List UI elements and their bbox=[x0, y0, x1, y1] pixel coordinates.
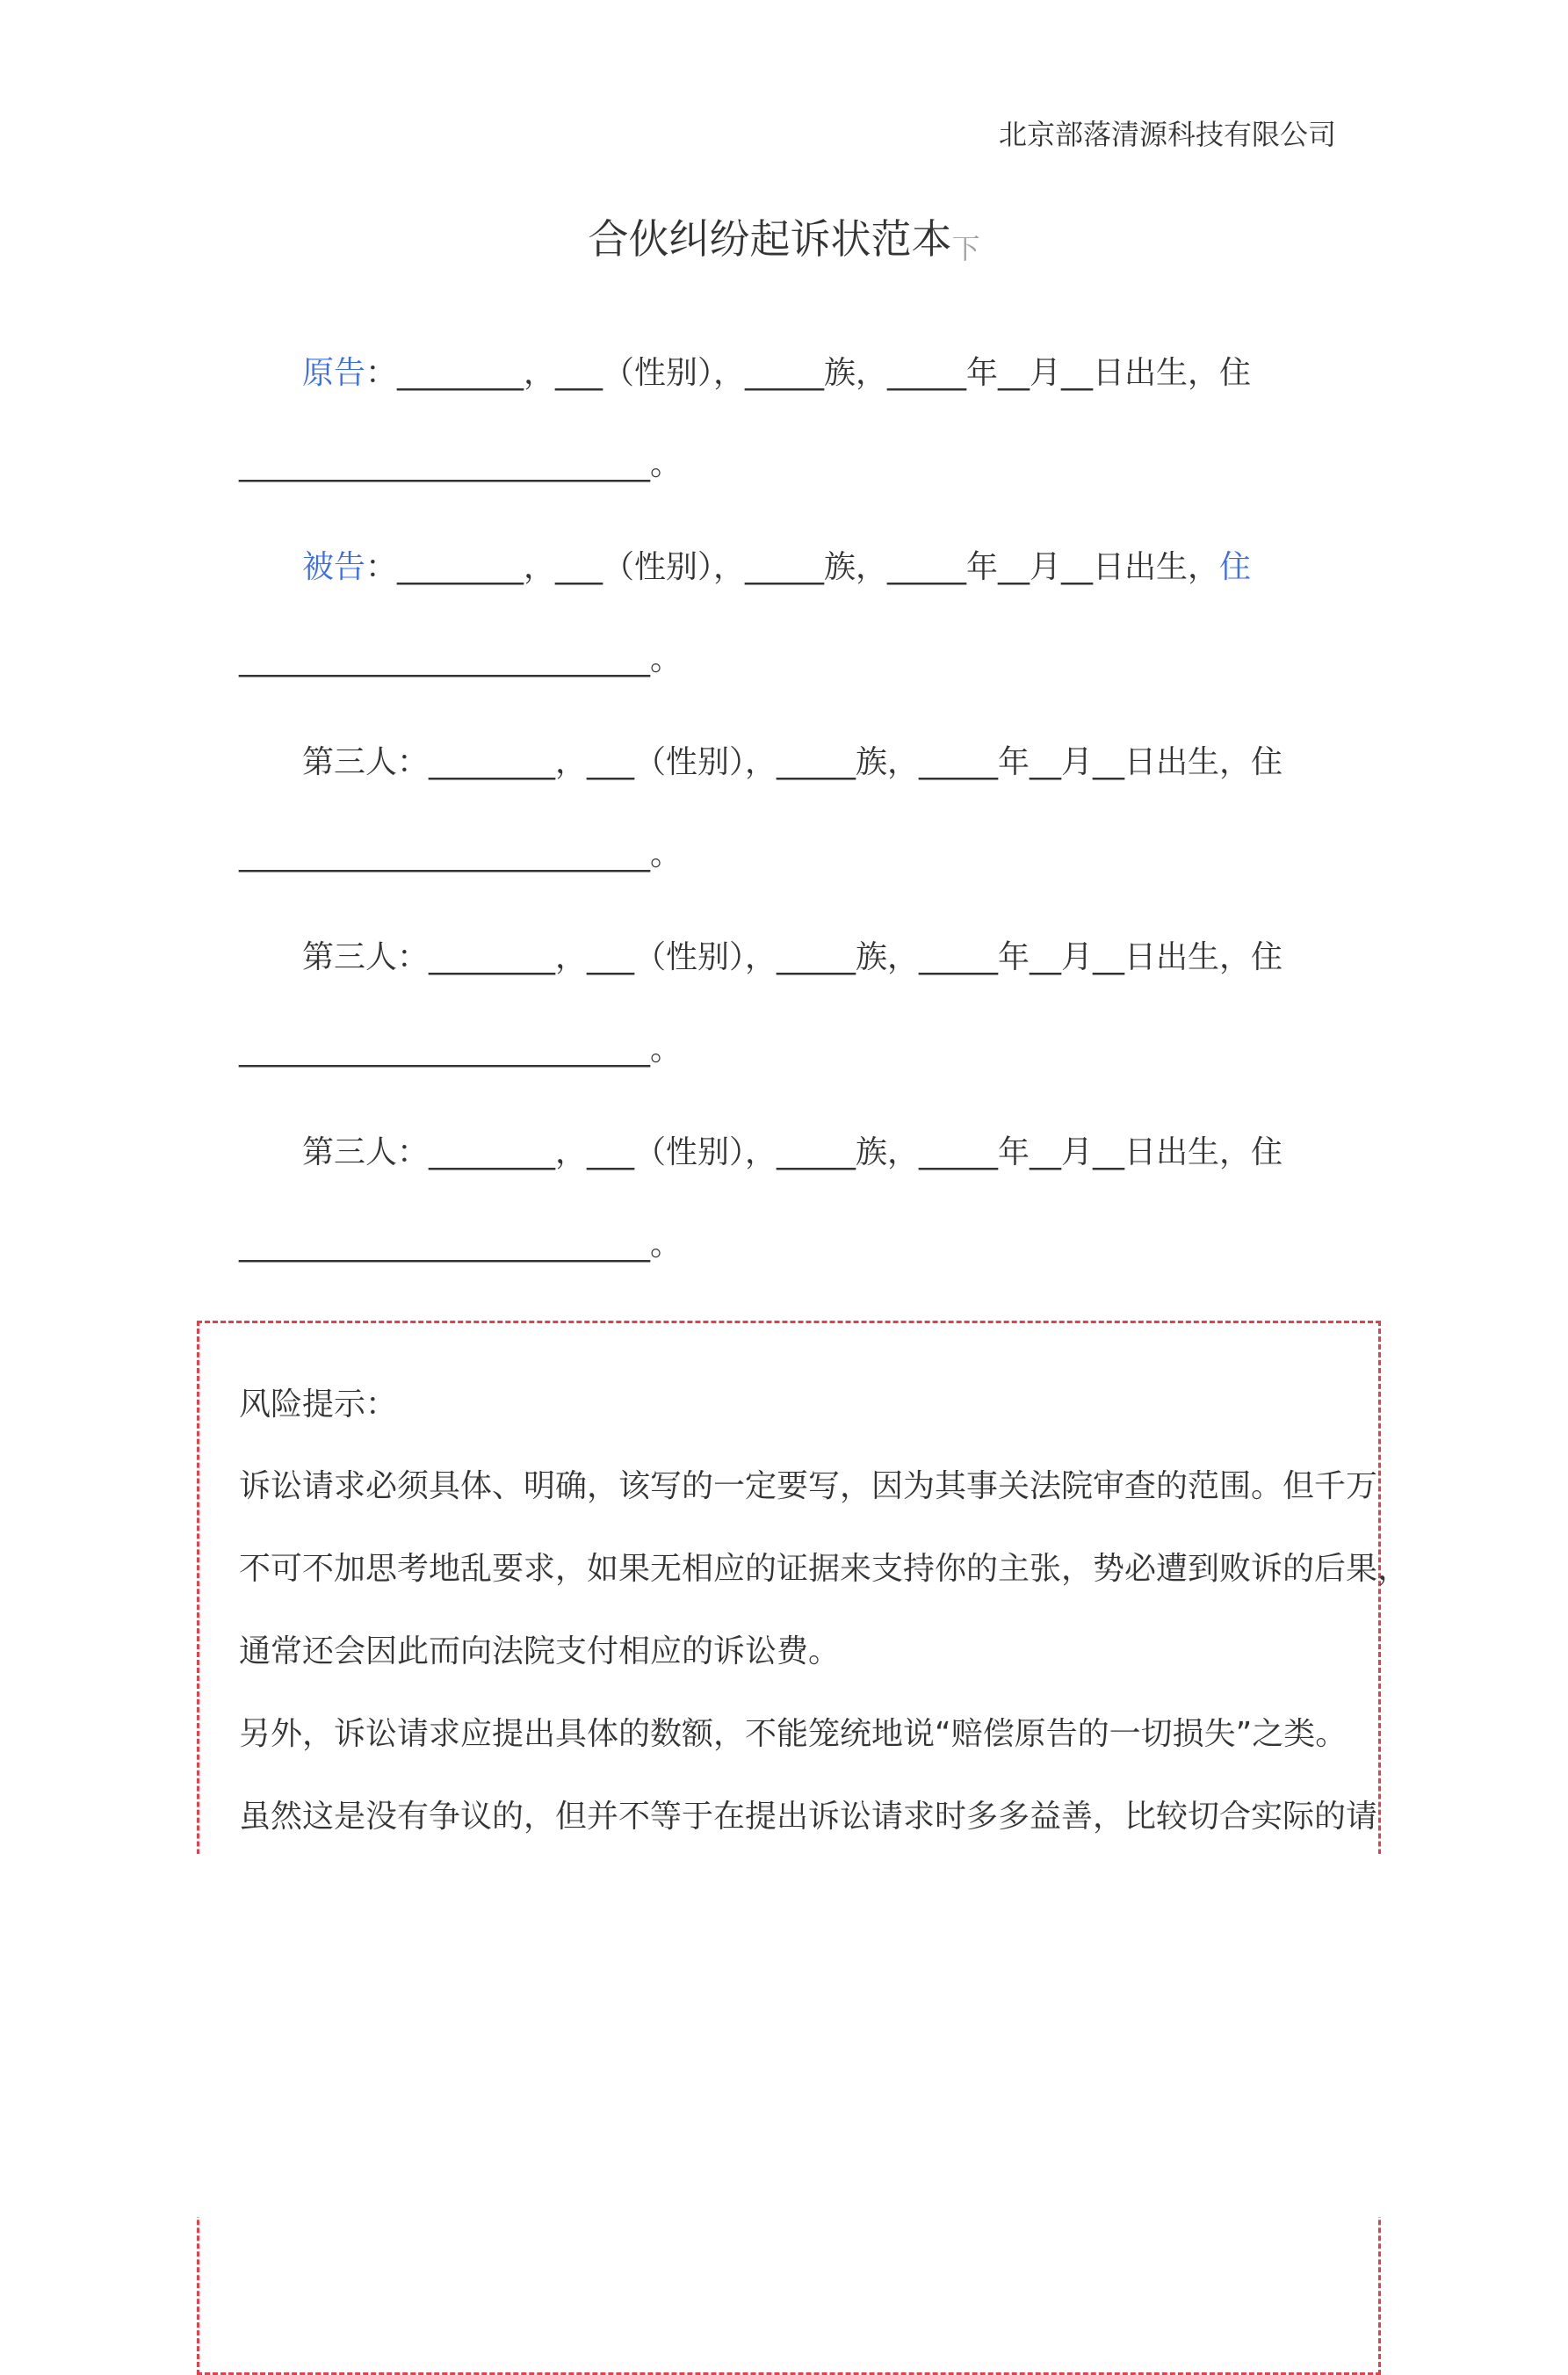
party-address-blank: __________________________。 bbox=[239, 1227, 682, 1263]
party-address-word: 住 bbox=[1219, 355, 1252, 391]
party-address-blank: __________________________。 bbox=[239, 1032, 682, 1068]
title-suffix: 下 bbox=[951, 232, 980, 265]
party-address-word: 住 bbox=[1219, 549, 1252, 585]
party-address-blank: __________________________。 bbox=[239, 836, 682, 873]
page-cutoff bbox=[0, 1854, 1568, 2217]
party-role: 原告 bbox=[302, 355, 366, 391]
party-role: 第三人 bbox=[302, 744, 398, 780]
party-address-word: 住 bbox=[1251, 939, 1283, 975]
party-role-colon: ： bbox=[365, 549, 398, 585]
risk-heading: 风险提示： bbox=[239, 1387, 398, 1423]
party-address-blank: __________________________。 bbox=[239, 641, 682, 677]
party-line-third-party bbox=[302, 737, 1283, 782]
party-role-colon: ： bbox=[365, 355, 398, 391]
risk-line: 不可不加思考地乱要求，如果无相应的证据来支持你的主张，势必遭到败诉的后果， bbox=[239, 1551, 1410, 1587]
party-line-plaintiff bbox=[302, 348, 1251, 393]
party-role: 第三人 bbox=[302, 939, 398, 975]
party-line-third-party bbox=[302, 1127, 1283, 1172]
party-details: ________，___（性别），_____族，_____年__月__日出生， bbox=[429, 939, 1252, 975]
company-name: 北京部落清源科技有限公司 bbox=[998, 118, 1336, 151]
party-details: ________，___（性别），_____族，_____年__月__日出生， bbox=[429, 1134, 1252, 1170]
party-role-colon: ： bbox=[397, 744, 430, 780]
risk-line: 虽然这是没有争议的，但并不等于在提出诉讼请求时多多益善，比较切合实际的请 bbox=[239, 1799, 1378, 1835]
risk-line: 另外，诉讼请求应提出具体的数额，不能笼统地说“赔偿原告的一切损失”之类。 bbox=[239, 1716, 1348, 1752]
risk-line: 通常还会因此而向法院支付相应的诉讼费。 bbox=[239, 1633, 841, 1669]
party-line-third-party bbox=[302, 932, 1283, 977]
page-title bbox=[0, 207, 1568, 267]
party-line-defendant bbox=[302, 542, 1251, 587]
party-details: ________，___（性别），_____族，_____年__月__日出生， bbox=[397, 549, 1220, 585]
party-role-colon: ： bbox=[397, 1134, 430, 1170]
party-role-colon: ： bbox=[397, 939, 430, 975]
party-role: 被告 bbox=[302, 549, 366, 585]
party-address-word: 住 bbox=[1251, 1134, 1283, 1170]
party-role: 第三人 bbox=[302, 1134, 398, 1170]
party-address-blank: __________________________。 bbox=[239, 446, 682, 482]
title-text: 合伙纠纷起诉状范本 bbox=[588, 215, 952, 263]
party-details: ________，___（性别），_____族，_____年__月__日出生， bbox=[397, 355, 1220, 391]
risk-line: 诉讼请求必须具体、明确，该写的一定要写，因为其事关法院审查的范围。但千万 bbox=[239, 1468, 1378, 1504]
party-details: ________，___（性别），_____族，_____年__月__日出生， bbox=[429, 744, 1252, 780]
party-address-word: 住 bbox=[1251, 744, 1283, 780]
